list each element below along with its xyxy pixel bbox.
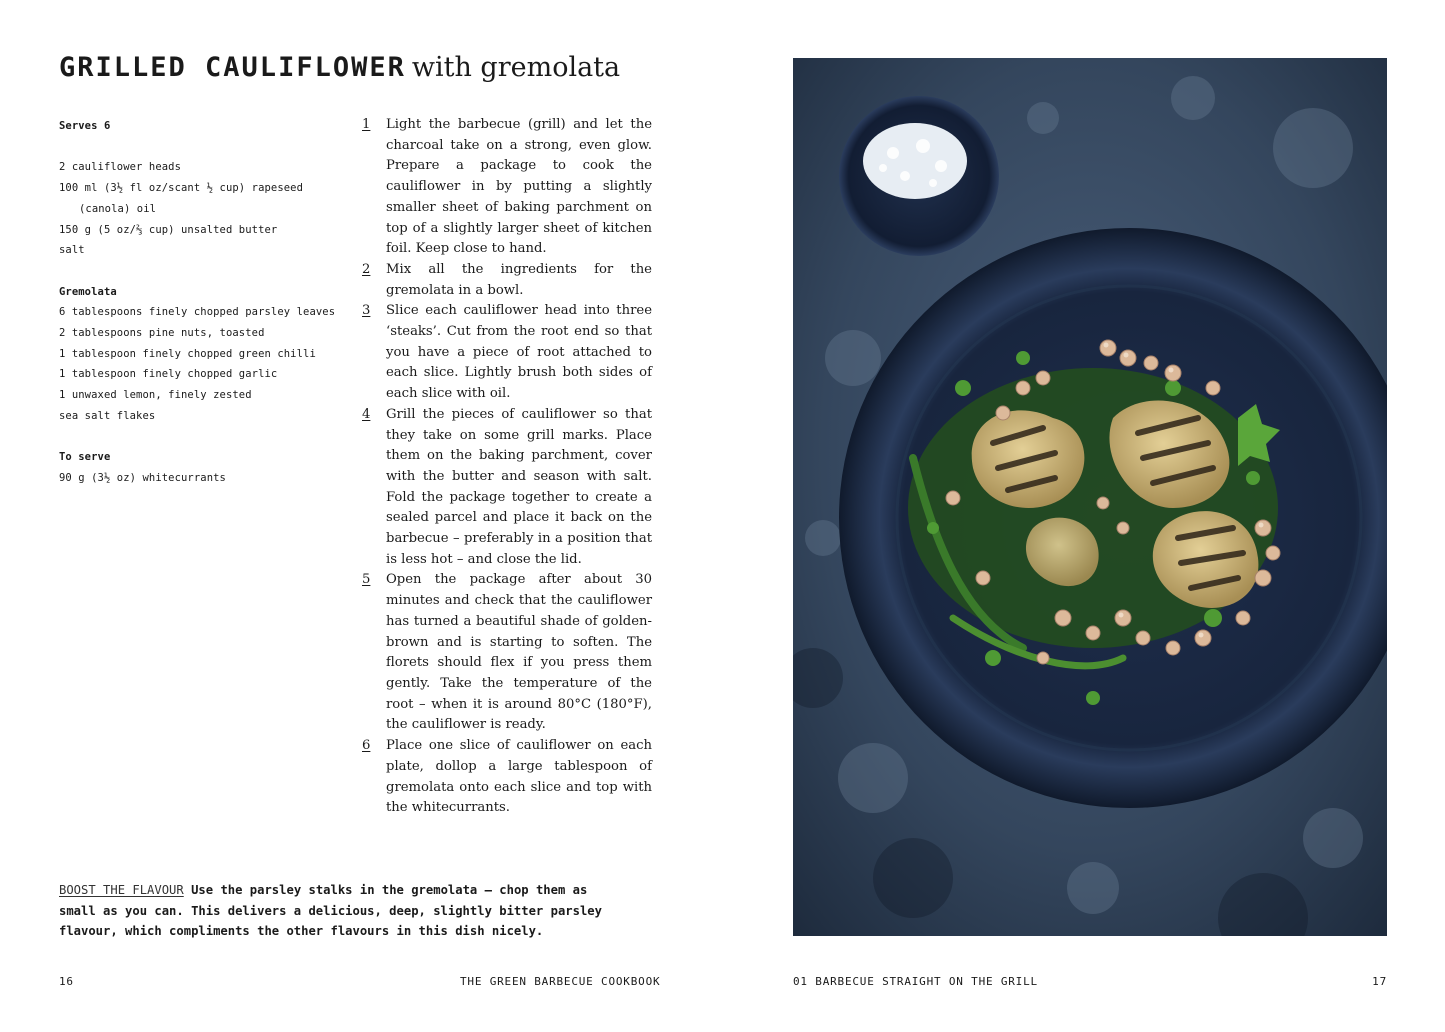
step-number: 2 [362, 261, 371, 277]
serves-label: Serves 6 [59, 120, 111, 132]
book-title-footer: THE GREEN BARBECUE COOKBOOK [460, 975, 661, 988]
step-text: Light the barbecue (grill) and let the charcoal take on a strong, even glow. Prepare a package to cook the cauliflower in by putting a slightly smaller sheet of baking parchment on top of a slightly larger sheet of kitchen foil. Keep close to hand. [386, 117, 652, 257]
method-steps [362, 115, 652, 819]
step-text: Open the package after about 30 minutes and check that the cauliflower has turned a beautiful shade of golden-brown and is starting to soften. The florets should flex if you press them gently. Take the temperature of the root – when it is around 80°C (180°F), the cauliflower is ready. [386, 572, 652, 733]
ingredient-line: 2 tablespoons pine nuts, toasted [59, 327, 265, 339]
sea-salt-flakes [863, 123, 967, 199]
step-number: 6 [362, 738, 371, 754]
right-page-number: 17 [1372, 975, 1387, 988]
step-text: Grill the pieces of cauliflower so that they take on some grill marks. Place them on the baking parchment, cover with the butter and season with salt. Fold the package together to create a sealed parcel and place it back on the barbecue – preferably in a position that is less hot – and close the lid. [386, 406, 652, 567]
method-step [362, 115, 652, 260]
ingredient-line: 2 cauliflower heads [59, 161, 182, 174]
step-number: 1 [362, 117, 371, 132]
step-text: Slice each cauliflower head into three ‘steaks’. Cut from the root end so that you have a piece of root attached to each slice. Lightly brush both sides of each slice with oil. [386, 303, 652, 402]
method-step [362, 736, 652, 819]
ingredient-line: sea salt flakes [59, 409, 156, 422]
method-step [362, 405, 652, 571]
ingredient-line: 100 ml (3½ fl oz/scant ½ cup) rapeseed [59, 182, 304, 195]
tip-text: Use the parsley stalks in the gremolata – chop them as small as you can. This delivers a delicious, deep, slightly bitter parsley flavour, which compliments the other flavours in this dish nicely. [59, 883, 602, 939]
recipe-title-sub: with gremolata [411, 52, 621, 83]
recipe-title [59, 52, 620, 83]
method-step [362, 570, 652, 736]
ingredient-line: 1 tablespoon finely chopped garlic [59, 368, 278, 381]
method-step [362, 260, 652, 301]
ingredient-line: 1 unwaxed lemon, finely zested [59, 389, 252, 402]
gremolata-heading: Gremolata [59, 285, 117, 298]
flavour-tip [59, 880, 629, 942]
step-text: Mix all the ingredients for the gremolata in a bowl. [386, 261, 652, 298]
tip-label: BOOST THE FLAVOUR [59, 883, 184, 897]
step-number: 3 [362, 303, 371, 319]
ingredient-line: salt [59, 244, 85, 257]
ingredients-list [59, 116, 349, 489]
recipe-title-main: GRILLED CAULIFLOWER [59, 52, 406, 83]
step-number: 4 [362, 406, 371, 422]
step-number: 5 [362, 572, 371, 588]
ingredient-line: 150 g (5 oz/⅔ cup) unsalted butter [59, 223, 278, 236]
ingredient-line: (canola) oil [79, 202, 157, 215]
ingredient-line: 90 g (3½ oz) whitecurrants [59, 471, 226, 484]
step-text: Place one slice of cauliflower on each plate, dollop a large tablespoon of gremolata onto each slice and top with the whitecurrants. [386, 738, 652, 816]
dish-photo [793, 58, 1387, 936]
ingredient-line: 1 tablespoon finely chopped green chilli [59, 347, 316, 360]
ingredient-line: 6 tablespoons finely chopped parsley leaves [59, 306, 336, 319]
left-page-number: 16 [59, 975, 74, 988]
to-serve-heading: To serve [59, 451, 111, 464]
chapter-footer: 01 BARBECUE STRAIGHT ON THE GRILL [793, 975, 1038, 988]
method-step [362, 301, 652, 405]
